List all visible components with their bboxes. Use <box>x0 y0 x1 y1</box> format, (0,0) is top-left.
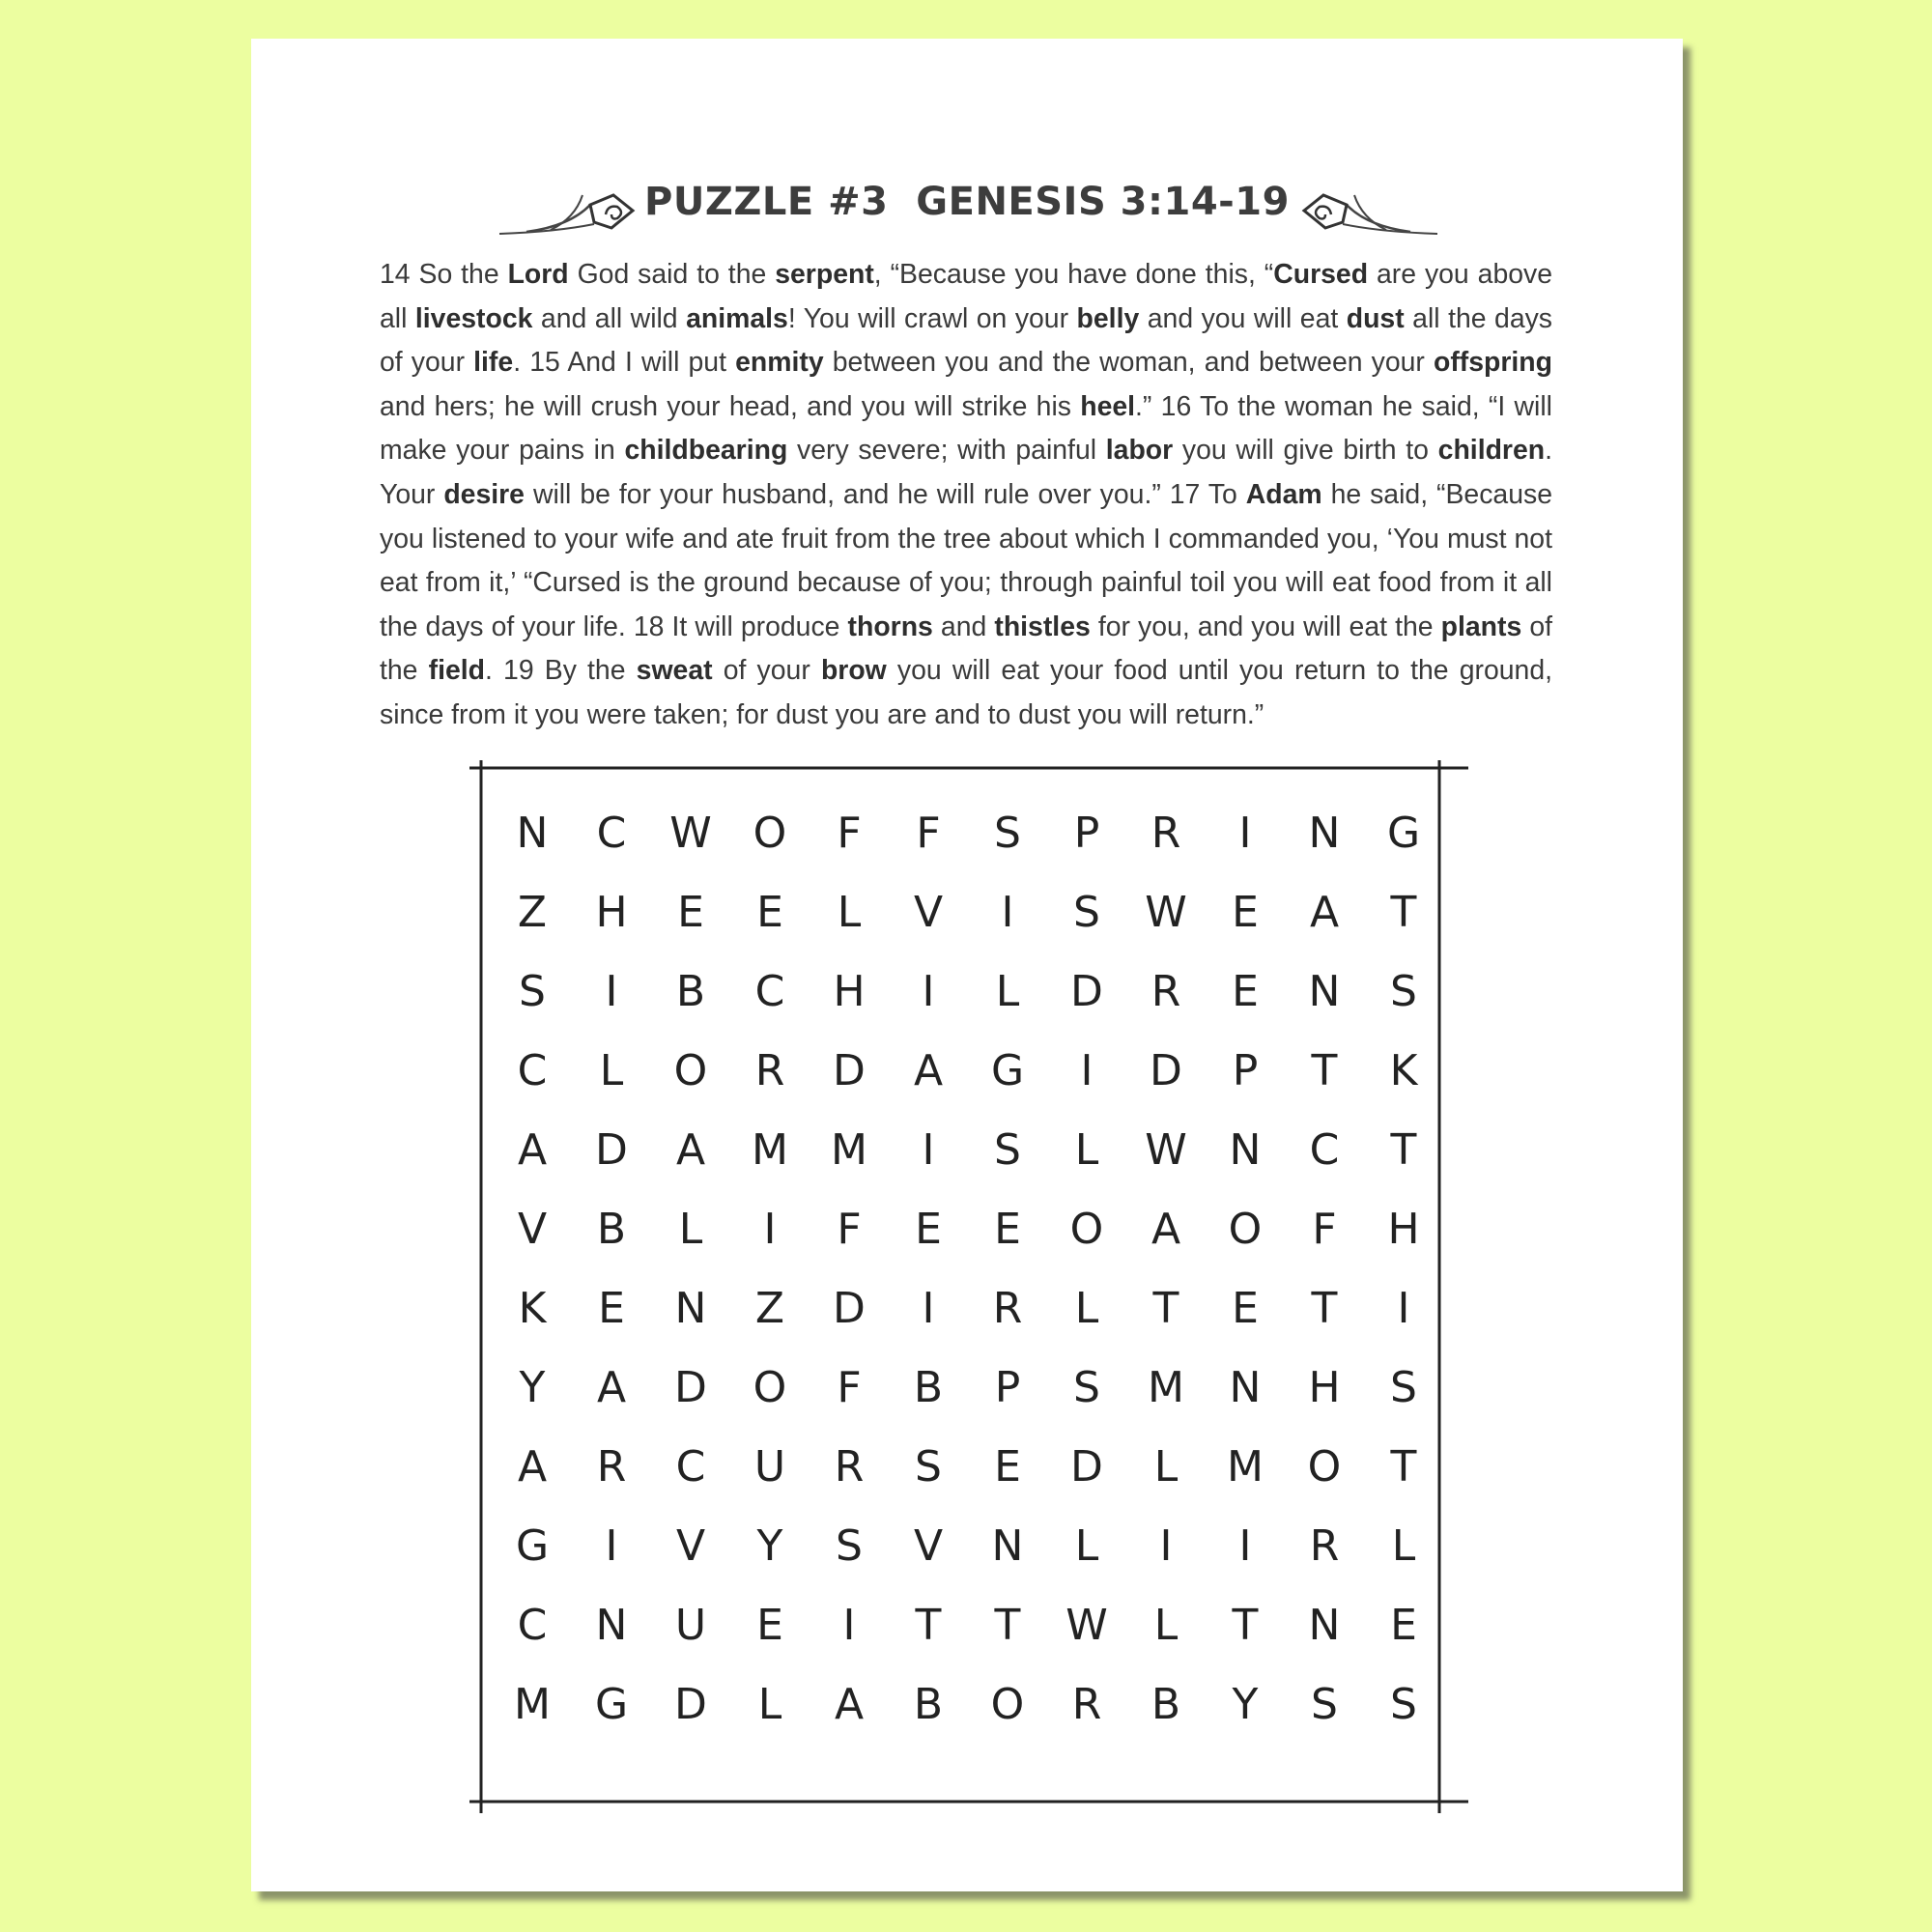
grid-letter[interactable]: T <box>1311 1283 1338 1333</box>
puzzle-page <box>251 39 1683 1891</box>
page-title: PUZZLE #3 GENESIS 3:14-19 <box>644 180 1290 224</box>
grid-letter[interactable]: I <box>1238 808 1252 858</box>
highlighted-word: labor <box>1105 435 1174 467</box>
grid-letter[interactable]: W <box>1145 1124 1187 1175</box>
grid-letter[interactable]: T <box>1311 1045 1338 1095</box>
highlighted-word: sweat <box>636 655 713 687</box>
highlighted-word: Lord <box>507 259 569 290</box>
grid-letter[interactable]: Z <box>754 1283 785 1333</box>
grid-letter[interactable]: N <box>1229 1362 1262 1412</box>
grid-letter[interactable]: D <box>1150 1045 1182 1095</box>
grid-letter[interactable]: O <box>673 1045 708 1095</box>
passage-text: between you and the woman, and between your <box>823 347 1434 379</box>
grid-letter[interactable]: E <box>1232 1283 1259 1333</box>
grid-letter[interactable]: V <box>517 1204 548 1254</box>
grid-letter[interactable]: K <box>1389 1045 1418 1095</box>
grid-letter[interactable]: V <box>675 1520 706 1571</box>
grid-letter[interactable]: O <box>1228 1204 1263 1254</box>
highlighted-word: belly <box>1076 302 1140 334</box>
grid-letter[interactable]: T <box>915 1600 942 1650</box>
grid-letter[interactable]: N <box>595 1600 628 1650</box>
grid-letter[interactable]: B <box>913 1362 944 1412</box>
passage-text: and all wild <box>532 302 687 334</box>
grid-letter[interactable]: N <box>1308 966 1341 1016</box>
grid-letter[interactable]: S <box>994 808 1021 858</box>
grid-letter[interactable]: R <box>1151 966 1181 1016</box>
grid-letter[interactable]: O <box>1069 1204 1104 1254</box>
passage-text: will be for your husband, and he will rule over you.” 17 To <box>524 478 1246 510</box>
highlighted-word: Cursed <box>1273 259 1369 290</box>
grid-letter[interactable]: D <box>595 1124 628 1175</box>
grid-letter[interactable]: A <box>517 1441 548 1492</box>
grid-letter[interactable]: V <box>913 1520 944 1571</box>
grid-letter[interactable]: I <box>922 1283 935 1333</box>
passage-text: and you will eat <box>1139 302 1347 334</box>
passage-text: for you, and you will eat the <box>1090 611 1441 642</box>
grid-letter[interactable]: D <box>1070 966 1103 1016</box>
grid-letter[interactable]: R <box>1071 1679 1102 1729</box>
grid-letter[interactable]: G <box>594 1679 629 1729</box>
grid-letter[interactable]: E <box>756 887 783 937</box>
grid-letter[interactable]: V <box>913 887 944 937</box>
highlighted-word: livestock <box>414 302 533 334</box>
passage-text: he said, “Because you listened to your wife and ate fruit from the tree about which I commanded you, ‘You must not eat from it,’ “Cursed is the ground because of you; through painful toil you will eat food from it all the days of your life. 18 It will produce <box>380 478 1552 642</box>
grid-letter[interactable]: H <box>1387 1204 1420 1254</box>
grid-letter[interactable]: Y <box>519 1362 546 1412</box>
grid-letter[interactable]: C <box>675 1441 706 1492</box>
grid-letter[interactable]: T <box>1152 1283 1179 1333</box>
grid-letter[interactable]: I <box>922 1124 935 1175</box>
grid-letter[interactable]: E <box>756 1600 783 1650</box>
grid-letter[interactable]: G <box>515 1520 550 1571</box>
grid-letter[interactable]: L <box>1074 1283 1099 1333</box>
grid-letter[interactable]: O <box>753 808 787 858</box>
grid-letter[interactable]: L <box>757 1679 782 1729</box>
grid-letter[interactable]: S <box>1073 1362 1100 1412</box>
grid-letter[interactable]: L <box>1391 1520 1416 1571</box>
grid-letter[interactable]: S <box>519 966 546 1016</box>
grid-letter[interactable]: H <box>595 887 628 937</box>
highlighted-word: Adam <box>1245 478 1322 510</box>
highlighted-word: animals <box>686 302 788 334</box>
grid-letter[interactable]: A <box>1309 887 1340 937</box>
grid-letter[interactable]: R <box>992 1283 1023 1333</box>
grid-letter[interactable]: R <box>834 1441 865 1492</box>
grid-letter[interactable]: P <box>1232 1045 1259 1095</box>
grid-letter[interactable]: I <box>763 1204 777 1254</box>
grid-letter[interactable]: I <box>605 1520 618 1571</box>
grid-letter[interactable]: S <box>1311 1679 1338 1729</box>
grid-letter[interactable]: L <box>995 966 1020 1016</box>
highlighted-word: thorns <box>847 611 933 642</box>
grid-letter[interactable]: E <box>1232 887 1259 937</box>
passage-text: . Your <box>380 435 1552 510</box>
title-row <box>251 155 1683 251</box>
grid-letter[interactable]: S <box>1073 887 1100 937</box>
grid-letter[interactable]: F <box>837 1204 862 1254</box>
grid-letter[interactable]: N <box>1308 1600 1341 1650</box>
grid-letter[interactable]: N <box>991 1520 1024 1571</box>
grid-letter[interactable]: E <box>1232 966 1259 1016</box>
passage-text: you will give birth to <box>1173 435 1438 467</box>
grid-letter[interactable]: O <box>990 1679 1025 1729</box>
grid-letter[interactable]: O <box>753 1362 787 1412</box>
highlighted-word: serpent <box>775 259 874 290</box>
grid-letter[interactable]: I <box>1001 887 1014 937</box>
passage-text: and <box>932 611 995 642</box>
word-search-grid <box>469 760 1468 1813</box>
grid-letter[interactable]: L <box>1153 1441 1179 1492</box>
highlighted-word: thistles <box>994 611 1091 642</box>
grid-letter[interactable]: S <box>1390 1362 1417 1412</box>
grid-letter[interactable]: P <box>1073 808 1100 858</box>
passage-text: of the <box>380 611 1552 687</box>
grid-letter[interactable]: M <box>831 1124 867 1175</box>
grid-letter[interactable]: I <box>1238 1520 1252 1571</box>
passage-text: .” 16 To the woman he said, “I will make your pains in <box>380 390 1552 467</box>
highlighted-word: desire <box>443 478 525 510</box>
highlighted-word: offspring <box>1433 347 1552 379</box>
grid-letter[interactable]: G <box>990 1045 1025 1095</box>
grid-letter[interactable]: L <box>1153 1600 1179 1650</box>
grid-letter[interactable]: W <box>669 808 712 858</box>
grid-letter[interactable]: I <box>1397 1283 1410 1333</box>
highlighted-word: brow <box>820 655 887 687</box>
grid-letter[interactable]: C <box>517 1045 548 1095</box>
highlighted-word: childbearing <box>624 435 788 467</box>
highlighted-word: life <box>473 347 514 379</box>
grid-letter[interactable]: S <box>915 1441 942 1492</box>
grid-letter[interactable]: E <box>1390 1600 1417 1650</box>
grid-letter[interactable]: M <box>1227 1441 1264 1492</box>
grid-letter[interactable]: N <box>1229 1124 1262 1175</box>
grid-letter[interactable]: R <box>1151 808 1181 858</box>
passage-text: . 19 By the <box>485 655 637 687</box>
grid-letter[interactable]: D <box>1070 1441 1103 1492</box>
grid-letter[interactable]: Z <box>517 887 548 937</box>
passage-text: and hers; he will crush your head, and you will strike his <box>380 390 1081 422</box>
grid-letter[interactable]: M <box>752 1124 788 1175</box>
grid-letter[interactable]: W <box>1065 1600 1108 1650</box>
grid-letter[interactable]: M <box>514 1679 551 1729</box>
grid-letter[interactable]: B <box>1151 1679 1181 1729</box>
passage-text: all the days of your <box>380 302 1553 379</box>
grid-letter[interactable]: D <box>833 1045 866 1095</box>
grid-letter[interactable]: H <box>833 966 866 1016</box>
grid-letter[interactable]: G <box>1386 808 1421 858</box>
grid-letter[interactable]: F <box>837 808 862 858</box>
grid-letter[interactable]: T <box>1390 1124 1417 1175</box>
grid-letter[interactable]: W <box>1145 887 1187 937</box>
passage-text: are you above all <box>380 259 1553 334</box>
passage-text: ! You will crawl on your <box>787 302 1077 334</box>
grid-letter[interactable]: D <box>674 1362 707 1412</box>
grid-letter[interactable]: Y <box>1232 1679 1259 1729</box>
letter-grid <box>493 793 1443 1744</box>
grid-letter[interactable]: N <box>674 1283 707 1333</box>
passage-text: . 15 And I will put <box>513 347 736 379</box>
grid-letter[interactable]: C <box>517 1600 548 1650</box>
grid-letter[interactable]: S <box>1390 966 1417 1016</box>
passage-text: God said to the <box>568 259 776 290</box>
grid-letter[interactable]: T <box>1390 1441 1417 1492</box>
grid-letter[interactable]: I <box>1159 1520 1173 1571</box>
grid-letter[interactable]: F <box>916 808 941 858</box>
grid-letter[interactable]: A <box>596 1362 627 1412</box>
grid-letter[interactable]: I <box>842 1600 856 1650</box>
grid-letter[interactable]: E <box>677 887 704 937</box>
grid-letter[interactable]: C <box>754 966 785 1016</box>
grid-letter[interactable]: I <box>922 966 935 1016</box>
grid-letter[interactable]: T <box>1232 1600 1259 1650</box>
grid-letter[interactable]: L <box>837 887 862 937</box>
highlighted-word: children <box>1437 435 1546 467</box>
grid-letter[interactable]: I <box>605 966 618 1016</box>
grid-letter[interactable]: S <box>994 1124 1021 1175</box>
highlighted-word: field <box>428 655 485 687</box>
passage-text: , “Because you have done this, “ <box>873 259 1274 290</box>
highlighted-word: plants <box>1440 611 1522 642</box>
grid-letter[interactable]: M <box>1148 1362 1184 1412</box>
grid-letter[interactable]: O <box>1307 1441 1342 1492</box>
grid-letter[interactable]: B <box>913 1679 944 1729</box>
grid-letter[interactable]: N <box>1308 808 1341 858</box>
grid-letter[interactable]: P <box>994 1362 1021 1412</box>
highlighted-word: dust <box>1346 302 1405 334</box>
grid-letter[interactable]: C <box>596 808 627 858</box>
grid-letter[interactable]: F <box>837 1362 862 1412</box>
grid-letter[interactable]: Y <box>756 1520 783 1571</box>
grid-letter[interactable]: N <box>516 808 549 858</box>
grid-letter[interactable]: A <box>1151 1204 1181 1254</box>
grid-letter[interactable]: E <box>994 1441 1021 1492</box>
grid-letter[interactable]: A <box>834 1679 865 1729</box>
grid-letter[interactable]: L <box>1074 1520 1099 1571</box>
grid-letter[interactable]: E <box>598 1283 625 1333</box>
passage-text: of your <box>712 655 821 687</box>
grid-letter[interactable]: U <box>674 1600 707 1650</box>
scripture-passage <box>380 253 1552 738</box>
grid-letter[interactable]: D <box>674 1679 707 1729</box>
grid-letter[interactable]: B <box>596 1204 627 1254</box>
highlighted-word: heel <box>1080 390 1136 422</box>
passage-text: you will eat your food until you return to the ground, since from it you were taken; for dust you are and to dust you will return.” <box>380 655 1553 730</box>
grid-letter[interactable]: B <box>675 966 706 1016</box>
grid-letter[interactable]: U <box>753 1441 786 1492</box>
grid-letter[interactable]: L <box>599 1045 624 1095</box>
grid-letter[interactable]: K <box>518 1283 547 1333</box>
grid-letter[interactable]: F <box>1312 1204 1337 1254</box>
grid-letter[interactable]: H <box>1308 1362 1341 1412</box>
grid-letter[interactable]: R <box>754 1045 785 1095</box>
passage-text: very severe; with painful <box>787 435 1106 467</box>
swirl-ornament-icon <box>1294 189 1439 238</box>
grid-letter[interactable]: A <box>517 1124 548 1175</box>
highlighted-word: enmity <box>735 347 824 379</box>
grid-letter[interactable]: L <box>678 1204 703 1254</box>
grid-letter[interactable]: A <box>913 1045 944 1095</box>
grid-letter[interactable]: R <box>1309 1520 1340 1571</box>
grid-letter[interactable]: E <box>915 1204 942 1254</box>
grid-letter[interactable]: T <box>1390 887 1417 937</box>
grid-letter[interactable]: A <box>675 1124 706 1175</box>
passage-text: 14 So the <box>380 259 508 290</box>
grid-letter[interactable]: E <box>994 1204 1021 1254</box>
grid-letter[interactable]: D <box>833 1283 866 1333</box>
grid-letter[interactable]: R <box>596 1441 627 1492</box>
grid-letter[interactable]: T <box>994 1600 1021 1650</box>
grid-letter[interactable]: C <box>1309 1124 1340 1175</box>
grid-letter[interactable]: I <box>1080 1045 1094 1095</box>
grid-letter[interactable]: S <box>1390 1679 1417 1729</box>
grid-letter[interactable]: S <box>836 1520 863 1571</box>
grid-letter[interactable]: L <box>1074 1124 1099 1175</box>
